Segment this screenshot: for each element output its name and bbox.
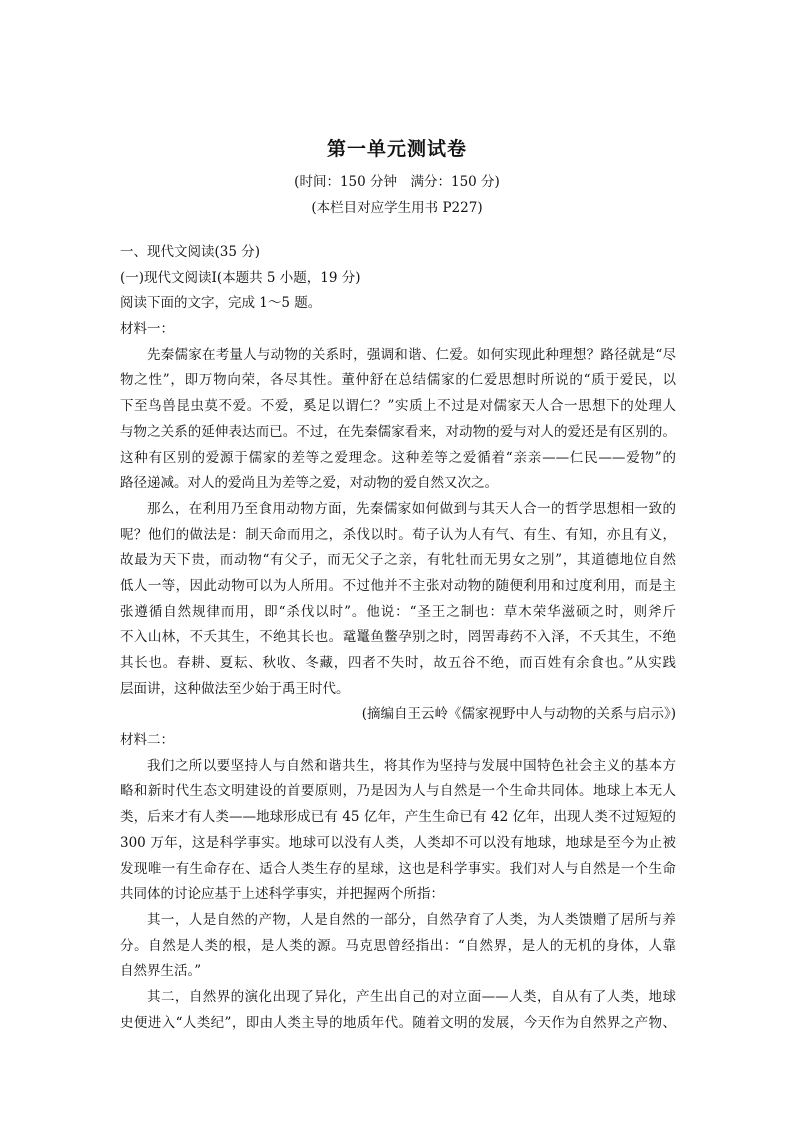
text-line: 层面讲，这种做法至少始于禹王时代。 [120,680,350,697]
text-line: 物之性”，即万物向荣，各尽其性。董仲舒在总结儒家的仁爱思想时所说的“质于爱民，以 [120,372,676,389]
material-two-paragraph-3 [120,985,676,1036]
text-line: 与物之关系的延伸表达而已。不过，在先秦儒家看来，对动物的爱与对人的爱还是有区别的。 [120,423,676,440]
text-line: 分。自然是人类的根，是人类的源。马克思曾经指出：“自然界，是人的无机的身体，人靠 [120,937,676,954]
text-line: 自然界生活。” [120,963,202,980]
text-line: 略和新时代生态文明建设的首要原则，乃是因为人与自然是一个生命共同体。地球上本无人 [120,783,676,800]
text-line: 我们之所以要坚持人与自然和谐共生，将其作为坚持与发展中国特色社会主义的基本方 [147,757,676,774]
textbook-reference: (本栏目对应学生用书 P227) [311,200,483,216]
text-line: 张遵循自然规律而用，即“杀伐以时”。他说：“圣王之制也：草木荣华滋硕之时，则斧斤 [120,603,676,620]
text-line: 下至鸟兽昆虫莫不爱。不爱，奚足以谓仁？”实质上不过是对儒家天人合一思想下的处理人 [120,398,676,415]
text-line: 共同体的讨论应基于上述科学事实，并把握两个所指： [120,886,444,903]
section-subheading: (一)现代文阅读Ⅰ(本题共 5 小题，19 分) [120,269,361,286]
reading-instruction: 阅读下面的文字，完成 1～5 题。 [120,295,322,312]
text-line: 300 万年，这是科学事实。地球可以没有人类，人类却不可以没有地球，地球是至今为止被 [120,834,676,851]
text-line: 呢？他们的做法是：制天命而用之，杀伐以时。荀子认为人有气、有生、有知，亦且有义， [120,526,676,543]
text-line: 那么，在利用乃至食用动物方面，先秦儒家如何做到与其天人合一的哲学思想相一致的 [147,500,676,517]
text-line: 史便进入“人类纪”，即由人类主导的地质年代。随着文明的发展，今天作为自然界之产物、 [120,1014,676,1031]
text-line: 其二，自然界的演化出现了异化，产生出自己的对立面——人类，自从有了人类，地球 [147,988,676,1005]
text-line: 这种有区别的爱源于儒家的差等之爱理念。这种差等之爱循着“亲亲——仁民——爱物”的 [120,449,676,466]
material-one-source: (摘编自王云岭《儒家视野中人与动物的关系与启示》) [361,706,676,723]
document-body [120,240,676,1036]
text-line: 路径递减。对人的爱尚且为差等之爱，对动物的爱自然又次之。 [120,475,498,492]
material-two-paragraph-2 [120,908,676,985]
text-line: 类，后来才有人类——地球形成已有 45 亿年，产生生命已有 42 亿年，出现人类不过短短的 [120,809,676,826]
text-line: 先秦儒家在考量人与动物的关系时，强调和谐、仁爱。如何实现此种理想？路径就是“尽 [147,346,676,363]
text-line: 发现唯一有生命存在、适合人类生存的星球，这也是科学事实。我们对人与自然是一个生命 [120,860,676,877]
exam-meta: (时间：150 分钟 满分：150 分) [294,174,500,190]
material-one-paragraph-1 [120,343,676,497]
text-line: 其长也。春耕、夏耘、秋收、冬藏，四者不失时，故五谷不绝，而百姓有余食也。”从实践 [120,655,676,671]
text-line: 不入山林，不夭其生，不绝其长也。鼋鼍鱼鳖孕别之时，罔罟毒药不入泽，不夭其生，不绝 [120,629,676,646]
section-heading: 一、现代文阅读(35 分) [120,244,261,260]
text-line: 低人一等，因此动物可以为人所用。不过他并不主张对动物的随便利用和过度利用，而是主 [120,577,676,594]
material-two-paragraph-1 [120,754,676,908]
page-title: 第一单元测试卷 [326,138,467,160]
text-line: 故最为天下贵，而动物“有父子，而无父子之亲，有牝牡而无男女之别”，其道德地位自然 [120,552,676,569]
text-line: 其一，人是自然的产物，人是自然的一部分，自然孕育了人类，为人类馈赠了居所与养 [147,911,676,928]
material-two-label: 材料二： [120,732,174,749]
material-one-label: 材料一： [120,321,174,338]
material-one-paragraph-2 [120,497,676,703]
